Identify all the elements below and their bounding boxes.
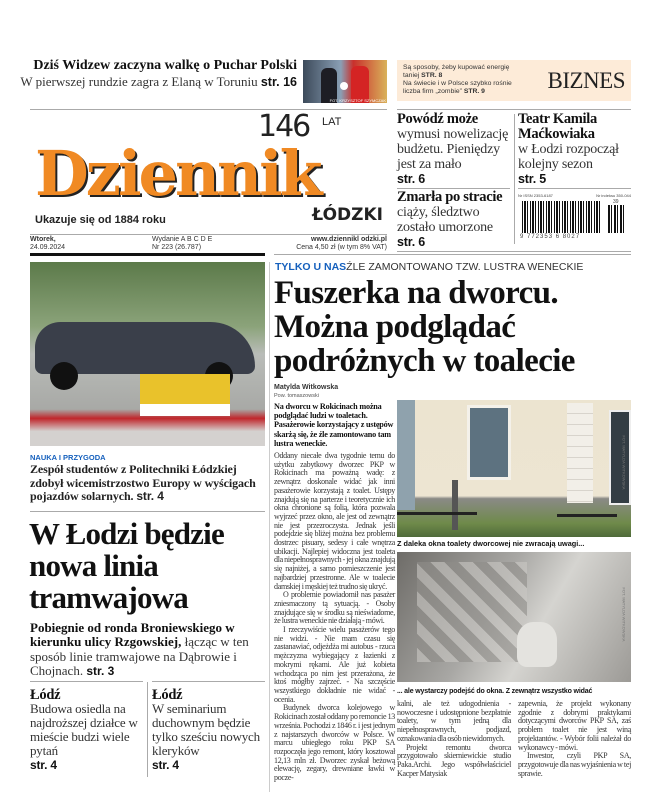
top-teaser-headline: Dziś Widzew zaczyna walkę o Puchar Polski [33,58,297,73]
article-column-2 [397,700,511,778]
station-window-photo [397,400,631,537]
main-lead: Na dworcu w Rokicinach można podglądać ludzi w toaletach. Pasażerowie korzystający z ustępów skarżą się, że źle zamontowano tam lustra weneckie. [274,402,394,448]
toilet-interior-photo [397,552,631,682]
photo-credit: FOT. MATYLDA WITKOWSKA [621,587,627,642]
biznes-page1: STR. 8 [421,72,443,79]
football-photo [303,60,387,103]
teaser-text: w Łodzi rozpoczął kolejny sezon [518,142,619,172]
teaser-bold: Teatr Kamila Maćkowiaka [518,111,597,142]
caption-2: ... ale wystarczy podejść do okna. Z zewnątrz wszystko widać [397,688,593,695]
paragraph: Oddany niecałe dwa tygodnie temu do użytku zabytkowy dworzec PKP w Rokicinach ma poważną wadę: z zewnątrz doskonale widać jak inni pasażerowie korzystają z toalet. Ustępy znajdują się na parterze i teoretycznie ich okna chronione są folią, która pozwala wyjrzeć przez okno, ale jest od zewnątrz nie jest przezroczysta. Jednak jeśli podejdzie się bliżej można bez problemu dostrzec pisuary, sedesy i całe wnętrza ubikacji. Najlepiej widoczna jest toaleta dla niepełnosprawnych - jej okna znajdują się najniżej, a samo pomieszczenie jest najbardziej przestronne. Ale w toalecie damskiej i męskiej też trudno się ukryć. [274,451,395,591]
main-kicker-text: ŹLE ZAMONTOWANO TZW. LUSTRA WENECKIE [346,261,584,273]
teaser-flood[interactable] [397,112,512,187]
teaser-pregnancy[interactable] [397,190,512,250]
tram-page: str. 3 [86,663,115,678]
biznes-label: BIZNES [547,68,625,93]
issn: Nr ISSN 2353-6187 [518,193,553,198]
science-headline: Zespół studentów z Politechniki Łódzkiej zdobył wicemistrzostwo Europy w wyścigach pojazdów solarnych. [30,462,256,503]
price: Cena 4,50 zł (w tym 8% VAT) [296,243,387,251]
photo-credit: FOT. KRZYSZTOF SZYMCZAK [329,98,386,103]
masthead [30,110,387,232]
biznes-page2: STR. 9 [463,88,485,95]
teaser-page: str. 5 [518,172,546,186]
caption-1: Z daleka okna toalety dworcowej nie zwracają uwagi... [397,539,585,548]
photo-credit: FOT. MATYLDA WITKOWSKA [621,435,627,490]
biznes-line1: Są sposoby, żeby kupować energię taniej [403,64,510,79]
science-teaser[interactable] [30,463,268,504]
main-headline[interactable]: Fuszerka na dworcu. Można podglądać podróżnych w toalecie [274,275,575,379]
issue-edition: Wydanie A B C D E [152,236,213,243]
paragraph: I rzeczywiście wielu pasażerów tego nie widzi. - Nie mam czasu się zastanawiać, odjeżdża mi autobus - rzuca mężczyzna wybiegający z łazienki z mokrymi rękami. Ale już kobieta wchodząca po nim jest przerażona, że ktoś mógłby zajrzeć. - Na szczęście wszystkiego dokładnie nie widać - ocenia. [274,625,395,704]
main-kicker [275,261,583,273]
paragraph: Projekt remontu dworca przygotowało skierniewickie studio Paka.Archi. Jego współwłaściciel Kacper Matysiak [397,742,511,778]
tagline: Ukazuje się od 1884 roku [35,214,166,226]
bottom-kicker: Łódź [152,687,183,703]
exclusive-tag: TYLKO U NAS [275,261,347,273]
anniversary-number: 146 [258,109,310,144]
bottom-page: str. 4 [30,758,57,772]
issue-info [30,236,387,252]
science-page: str. 4 [136,489,164,503]
teaser-theatre[interactable] [518,112,631,187]
bottom-kicker: Łódź [30,687,61,703]
index-number: Nr indeksu 350-044 [596,193,631,198]
addon-digits: 39 [613,199,619,205]
article-column-3 [518,700,631,778]
top-teaser-sub: W pierwszej rundzie zagra z Elaną w Toruniu [20,74,258,89]
website-link[interactable]: www.dziennikl odzki.pl [311,236,387,243]
bottom-page: str. 4 [152,758,179,772]
teaser-page: str. 6 [397,172,425,186]
teaser-page: str. 6 [397,235,425,249]
tram-lead-bold: Pobiegnie od ronda Broniewskiego w kierunku ulicy Rzgowskiej, [30,620,235,650]
paragraph: kalni, ale też udogodnienia - nowoczesne i udostępnione bezpłatnie toalety, w tym jedną dla niepełnosprawnych, podjazd, oznakowania dla osób niewidomych. [397,699,511,743]
article-column-1 [274,452,395,783]
paragraph: zapewnia, że projekt wykonany zgodnie z dobrymi praktykami dotyczącymi dworców PKP SA, zaś problem toalet nie jest winą projektantów. - Wybór folii należał do wykonawcy - mówi. [518,699,631,752]
teaser-text: ciąży, śledztwo zostało umorzone [397,205,493,235]
issue-date: 24.09.2024 [30,243,66,251]
science-kicker: NAUKA I PRZYGODA [30,453,106,462]
masthead-subtitle: ŁÓDZKI [312,205,383,225]
top-teaser-page: str. 16 [260,75,297,89]
teaser-text: wymusi nowelizację budżetu. Pieniędzy jest za mało [397,127,509,172]
region: Pow. tomaszowski [274,393,319,399]
paragraph: O problemie powiadomił nas pasażer zniesmaczony tą sytuacją. - Osoby znajdujące się w środku są nieświadome, że lustra weneckie nie działają - mówi. [274,590,395,626]
tram-headline[interactable]: W Łodzi będzie nowa linia tramwajowa [29,516,224,615]
solar-car-photo [30,262,265,446]
teaser-bold: Powódź może [397,111,478,127]
biznes-line2: Na świecie i w Polsce szybko rośnie liczba firm „zombie” [403,80,512,95]
paragraph: Budynek dworca kolejowego w Rokicinach został oddany po remoncie 13 września. Pochodzi z 1846 r. i jest jednym z najstarszych dworców w Polsce. W marcu ubiegłego roku PKP SA rozpoczęła jego remont, który kosztował 12,13 mln zł. Dworzec zyskał beżową elewację, zegary, drewniane ławki w pocze- [274,703,395,783]
masthead-title: Dziennik [35,137,320,210]
tram-lead-text: łącząc w ten sposób linie tramwajowe na Dąbrowie i Chojnach. [30,634,249,678]
barcode [518,193,631,243]
anniversary-unit: LAT [322,116,342,128]
author: Matylda Witkowska [274,384,339,391]
issue-day: Wtorek, [30,236,56,243]
issue-number: Nr 223 (26.787) [152,243,202,251]
teaser-bold: Zmarła po stracie [397,189,503,205]
bottom-text: Budowa osiedla na najdroższej działce w mieście budzi wiele pytań [30,701,138,758]
tram-lead [30,621,268,678]
barcode-digits: 9 772353 6 8027 [520,234,581,240]
biznes-box[interactable] [397,60,631,101]
bottom-teaser-plot[interactable] [30,688,146,772]
top-teaser[interactable] [0,58,297,90]
paragraph: Inwestor, czyli PKP SA, przygotowuje dla nas wyjaśnienia w tej sprawie. [518,751,632,778]
bottom-text: W seminarium duchownym będzie tylko sześciu nowych kleryków [152,701,260,758]
bottom-teaser-seminary[interactable] [152,688,268,772]
